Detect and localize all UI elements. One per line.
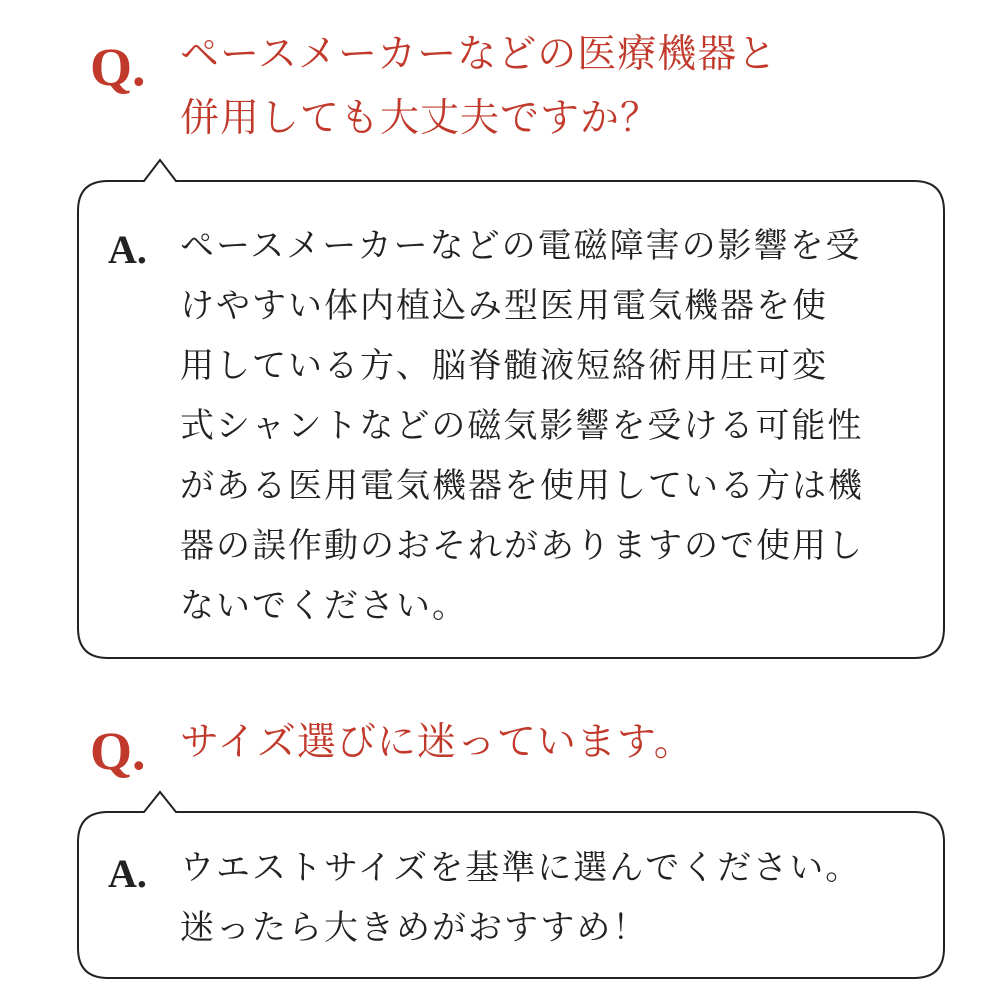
question-text [180,26,777,148]
answer-text [180,216,900,636]
answer-line: がある医用電気機器を使用している方は機 [180,466,864,506]
question-line: サイズ選びに迷っています。 [180,720,694,765]
question-text [180,714,694,772]
answer-text [180,838,920,958]
answer-marker: A. [108,227,147,272]
answer-line: ペースメーカーなどの電磁障害の影響を受 [180,226,862,266]
answer-line: 式シャントなどの磁気影響を受ける可能性 [180,406,864,446]
answer-line: ウエストサイズを基準に選んでください。 [180,848,862,888]
answer-marker: A. [108,851,147,896]
answer-bubble [78,160,944,660]
answer-line: 用している方、脳脊髄液短絡術用圧可変 [180,346,828,386]
question-line: 併用しても大丈夫ですか？ [180,96,661,141]
answer-line: 迷ったら大きめがおすすめ！ [180,908,649,948]
answer-line: けやすい体内植込み型医用電気機器を使 [180,286,828,326]
answer-line: ないでください。 [180,586,468,626]
question-line: ペースメーカーなどの医療機器と [180,32,778,77]
answer-bubble [78,792,944,982]
question-marker: Q. [90,721,146,781]
question-marker: Q. [90,37,146,97]
answer-line: 器の誤作動のおそれがありますので使用し [180,526,864,566]
